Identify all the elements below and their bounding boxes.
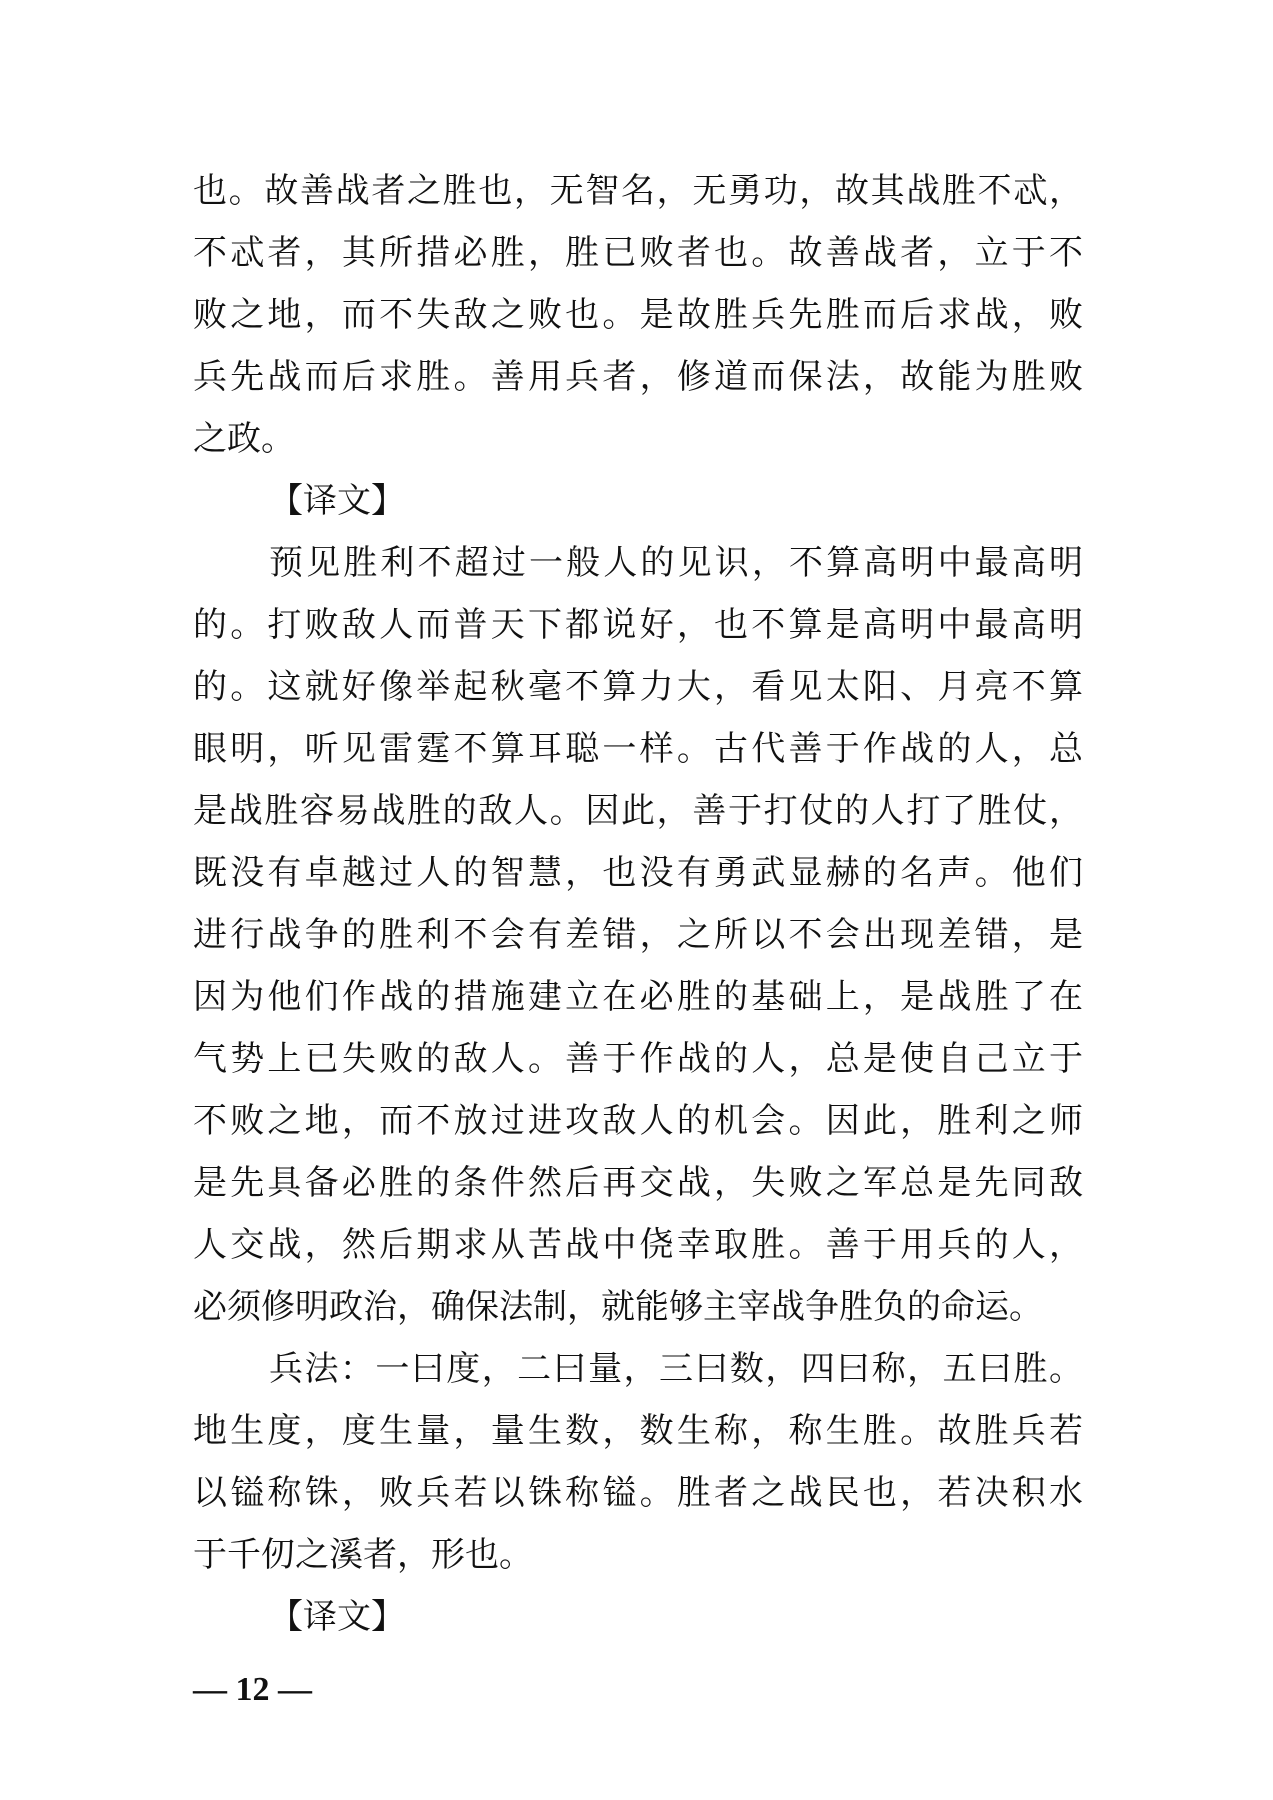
text-line: 是先具备必胜的条件然后再交战，失败之军总是先同敌 <box>193 1163 1083 1203</box>
text-line: 败之地，而不失敌之败也。是故胜兵先胜而后求战，败 <box>193 295 1083 335</box>
text-line: 眼明，听见雷霆不算耳聪一样。古代善于作战的人，总 <box>193 729 1083 769</box>
text-line: 进行战争的胜利不会有差错，之所以不会出现差错，是 <box>193 915 1083 955</box>
translation-passage-1 <box>193 532 1083 1338</box>
text-line: 于千仞之溪者，形也。 <box>193 1535 533 1575</box>
original-passage-1 <box>193 160 1083 470</box>
text-line: 的。这就好像举起秋毫不算力大，看见太阳、月亮不算 <box>193 667 1083 707</box>
text-line: 以镒称铢，败兵若以铢称镒。胜者之战民也，若决积水 <box>193 1473 1083 1513</box>
text-line: 不忒者，其所措必胜，胜已败者也。故善战者，立于不 <box>193 233 1083 273</box>
text-line: 地生度，度生量，量生数，数生称，称生胜。故胜兵若 <box>193 1411 1083 1451</box>
text-line: 的。打败敌人而普天下都说好，也不算是高明中最高明 <box>193 605 1083 645</box>
translation-heading: 【译文】 <box>269 1597 405 1637</box>
body-text <box>193 160 1083 1648</box>
text-line: 气势上已失败的敌人。善于作战的人，总是使自己立于 <box>193 1039 1083 1079</box>
text-line: 不败之地，而不放过进攻敌人的机会。因此，胜利之师 <box>193 1101 1083 1141</box>
page-number: — 12 — <box>193 1671 312 1708</box>
text-line: 兵先战而后求胜。善用兵者，修道而保法，故能为胜败 <box>193 357 1083 397</box>
text-line: 既没有卓越过人的智慧，也没有勇武显赫的名声。他们 <box>193 853 1083 893</box>
text-line: 之政。 <box>193 419 295 459</box>
original-passage-2 <box>193 1338 1083 1586</box>
text-line: 必须修明政治，确保法制，就能够主宰战争胜负的命运。 <box>193 1287 1043 1327</box>
text-line: 兵法：一曰度，二曰量，三曰数，四曰称，五曰胜。 <box>269 1349 1083 1389</box>
text-line: 预见胜利不超过一般人的见识，不算高明中最高明 <box>269 543 1083 583</box>
text-line: 因为他们作战的措施建立在必胜的基础上，是战胜了在 <box>193 977 1083 1017</box>
text-line: 人交战，然后期求从苦战中侥幸取胜。善于用兵的人， <box>193 1225 1083 1265</box>
translation-heading: 【译文】 <box>269 481 405 521</box>
text-line: 是战胜容易战胜的敌人。因此，善于打仗的人打了胜仗， <box>193 791 1083 831</box>
text-line: 也。故善战者之胜也，无智名，无勇功，故其战胜不忒， <box>193 171 1083 211</box>
